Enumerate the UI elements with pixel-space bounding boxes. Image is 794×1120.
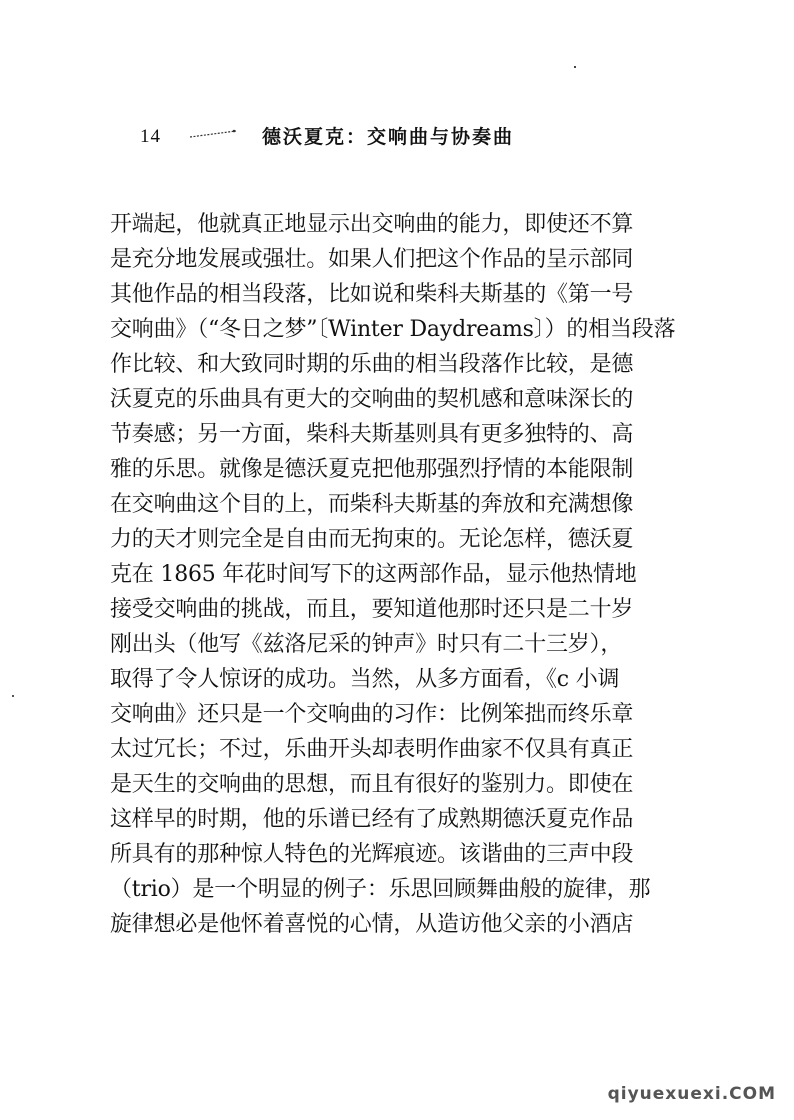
text-line: 取得了令人惊讶的成功。当然，从多方面看，《c 小调 xyxy=(110,667,620,692)
text-line: 这样早的时期，他的乐谱已经有了成熟期德沃夏克作品 xyxy=(110,807,634,832)
text-line: 交响曲》还只是一个交响曲的习作：比例笨拙而终乐章 xyxy=(110,702,634,727)
text-line: 刚出头（他写《兹洛尼采的钟声》时只有二十三岁）， xyxy=(110,632,623,657)
body-text xyxy=(110,207,680,942)
text-line: 接受交响曲的挑战，而且，要知道他那时还只是二十岁 xyxy=(110,597,634,622)
site-watermark: qiyuexuexi.COM xyxy=(607,1084,776,1104)
text-line: 是天生的交响曲的思想，而且有很好的鉴别力。即使在 xyxy=(110,772,634,797)
corner-speck xyxy=(574,66,576,68)
text-line: 旋律想必是他怀着喜悦的心情，从造访他父亲的小酒店 xyxy=(110,912,634,937)
running-title: 德沃夏克：交响曲与协奏曲 xyxy=(262,126,515,148)
text-line: 在交响曲这个目的上，而柴科夫斯基的奔放和充满想像 xyxy=(110,492,634,517)
margin-speck xyxy=(12,695,14,697)
text-line: 克在 1865 年花时间写下的这两部作品，显示他热情地 xyxy=(110,562,637,587)
text-line: 太过冗长；不过，乐曲开头却表明作曲家不仅具有真正 xyxy=(110,737,634,762)
text-line: 是充分地发展或强壮。如果人们把这个作品的呈示部同 xyxy=(110,247,634,272)
text-line: 开端起，他就真正地显示出交响曲的能力，即使还不算 xyxy=(110,212,634,237)
text-line: 沃夏克的乐曲具有更大的交响曲的契机感和意味深长的 xyxy=(110,387,634,412)
text-line: 交响曲》（“冬日之梦”〔Winter Daydreams〕）的相当段落 xyxy=(110,317,676,342)
text-line: 力的天才则完全是自由而无拘束的。无论怎样，德沃夏 xyxy=(110,527,634,552)
text-line: 所具有的那种惊人特色的光辉痕迹。该谐曲的三声中段 xyxy=(110,842,634,867)
text-line: 雅的乐思。就像是德沃夏克把他那强烈抒情的本能限制 xyxy=(110,457,634,482)
text-line: （trio）是一个明显的例子：乐思回顾舞曲般的旋律，那 xyxy=(110,877,651,902)
header-ornament xyxy=(188,128,238,140)
text-line: 节奏感；另一方面，柴科夫斯基则具有更多独特的、高 xyxy=(110,422,634,447)
text-line: 作比较、和大致同时期的乐曲的相当段落作比较，是德 xyxy=(110,352,634,377)
page-number: 14 xyxy=(140,126,161,147)
text-line: 其他作品的相当段落，比如说和柴科夫斯基的《第一号 xyxy=(110,282,634,307)
